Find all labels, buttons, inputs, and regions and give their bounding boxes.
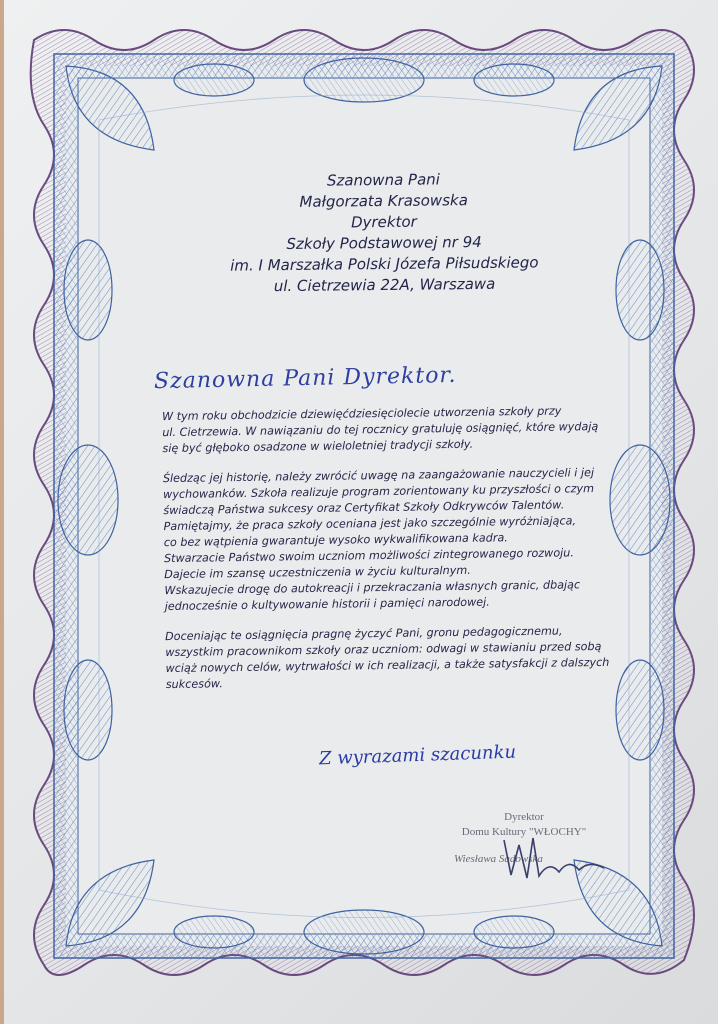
paragraph-2 [163, 465, 605, 615]
addressee-block [143, 167, 624, 298]
text-line: Pamiętajmy, że praca szkoły oceniana jest jako szczególnie wyróżniająca, [163, 514, 577, 534]
handwritten-closing: Z wyrazami szacunku [318, 741, 517, 770]
letter-content [104, 170, 624, 900]
letter-body [161, 403, 610, 707]
certificate-page [4, 0, 718, 1024]
text-line: Śledząc jej historię, należy zwrócić uwagę na zaangażowanie nauczycieli i jej [162, 466, 595, 486]
text-line: sukcesów. [165, 677, 223, 692]
stamp-title: Dyrektor [504, 811, 544, 823]
paragraph-3 [165, 623, 610, 693]
handwritten-salutation: Szanowna Pani Dyrektor. [153, 362, 457, 395]
address-line: Szanowna Pani [326, 170, 440, 190]
text-line: się być głęboko osadzone w wieloletniej tradycji szkoły. [162, 437, 474, 456]
text-line: jednocześnie o kultywowanie historii i pamięci narodowej. [164, 595, 490, 614]
address-line: Małgorzata Krasowska [299, 191, 468, 211]
text-line: ul. Cietrzewia. W nawiązaniu do tej rocznicy gratuluję osiągnięć, które wydają [162, 419, 599, 440]
address-line: Szkoły Podstawowej nr 94 [286, 232, 482, 254]
signature-scribble [499, 830, 609, 890]
text-line: wszystkim pracownikom szkoły oraz uczniom: odwagi w stawianiu przed sobą [165, 639, 602, 660]
stamp-name: Wiesława Sadowska [454, 853, 543, 865]
text-line: wciąż nowych celów, wytrwałości w ich realizacji, a także satysfakcji z dalszych [165, 655, 610, 676]
text-line: co bez wątpienia gwarantuje wysoko wykwalifikowana kadra. [163, 531, 508, 550]
text-line: Doceniając te osiągnięcia pragnę życzyć Pani, gronu pedagogicznemu, [165, 624, 563, 644]
text-line: Dajecie im szansę uczestniczenia w życiu kulturalnym. [164, 563, 471, 582]
text-line: świadczą Państwa sukcesy oraz Certyfikat Szkoły Odkrywców Talentów. [163, 498, 565, 518]
address-line: ul. Cietrzewia 22A, Warszawa [273, 274, 496, 296]
address-line: Dyrektor [350, 212, 417, 232]
stamp-institution: Domu Kultury "WŁOCHY" [461, 826, 587, 838]
text-line: Stwarzacie Państwo swoim uczniom możliwości zintegrowanego rozwoju. [163, 546, 574, 566]
address-line: im. I Marszałka Polski Józefa Piłsudskiego [230, 253, 539, 275]
text-line: W tym roku obchodzicie dziewięćdziesięciolecie utworzenia szkoły przy [161, 404, 562, 424]
text-line: Wskazujecie drogę do autokreacji i przekraczania własnych granic, dbając [164, 578, 581, 598]
paragraph-1 [162, 403, 603, 457]
text-line: wychowanków. Szkoła realizuje program zorientowany ku przyszłości o czym [163, 482, 595, 502]
